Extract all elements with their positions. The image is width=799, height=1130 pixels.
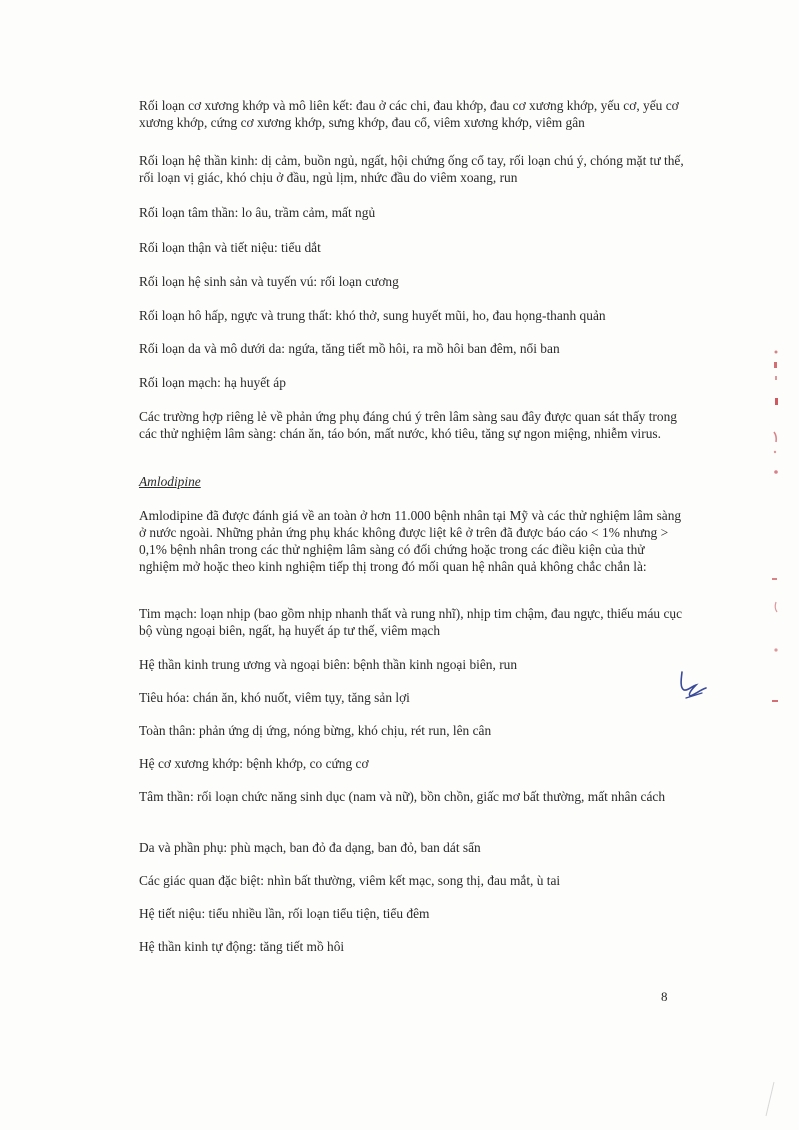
paragraph-musculoskeletal-system: Hệ cơ xương khớp: bệnh khớp, co cứng cơ: [139, 756, 369, 771]
paragraph-vascular: Rối loạn mạch: hạ huyết áp: [139, 375, 286, 390]
scan-margin-marks: [760, 340, 790, 720]
paragraph-autonomic: Hệ thần kinh tự động: tăng tiết mồ hôi: [139, 939, 345, 954]
paragraph-urinary: Hệ tiết niệu: tiểu nhiều lần, rối loạn tiểu tiện, tiểu đêm: [139, 906, 430, 921]
paragraph-special-senses: Các giác quan đặc biệt: nhìn bất thường, viêm kết mạc, song thị, đau mắt, ù tai: [139, 873, 561, 888]
page-number: 8: [661, 989, 668, 1004]
paragraph-musculoskeletal: Rối loạn cơ xương khớp và mô liên kết: đau ở các chi, đau khớp, đau cơ xương khớp, yếu cơ, yếu cơ xương khớp, cứng cơ xương khớp, sưng khớp, đau cổ, viêm xương khớp, viêm gân: [139, 98, 679, 130]
paragraph-general: Toàn thân: phản ứng dị ứng, nóng bừng, khó chịu, rét run, lên cân: [139, 723, 492, 738]
section-heading: Amlodipine: [139, 474, 201, 489]
paragraph-cardiovascular: Tim mạch: loạn nhịp (bao gồm nhịp nhanh thất và rung nhĩ), nhịp tim chậm, đau ngực, thiếu máu cục bộ vùng ngoại biên, ngất, hạ huyết áp tư thế, viêm mạch: [139, 606, 683, 638]
paragraph-renal: Rối loạn thận và tiết niệu: tiểu dắt: [139, 240, 321, 255]
paragraph-skin: Rối loạn da và mô dưới da: ngứa, tăng tiết mồ hôi, ra mồ hôi ban đêm, nổi ban: [139, 341, 560, 356]
scan-artifact-line: [760, 1080, 780, 1120]
paragraph-respiratory: Rối loạn hô hấp, ngực và trung thất: khó thở, sung huyết mũi, ho, đau họng-thanh quản: [139, 308, 606, 323]
paragraph-amlodipine-intro: Amlodipine đã được đánh giá về an toàn ở hơn 11.000 bệnh nhân tại Mỹ và các thử nghiệm lâm sàng ở nước ngoài. Những phản ứng phụ khác không được liệt kê ở trên đã được báo cáo < 1% nhưng > 0,1% bệnh nhân trong các thử nghiệm lâm sàng có đối chứng hoặc trong các điều kiện của thử nghiệm mở hoặc theo kinh nghiệm tiếp thị trong đó mối quan hệ nhân quả không chắc chắn là:: [139, 508, 682, 574]
paragraph-reproductive: Rối loạn hệ sinh sản và tuyến vú: rối loạn cương: [139, 274, 399, 289]
paragraph-psychiatric: Rối loạn tâm thần: lo âu, trầm cảm, mất ngủ: [139, 205, 376, 220]
paragraph-digestive: Tiêu hóa: chán ăn, khó nuốt, viêm tụy, tăng sản lợi: [139, 690, 410, 705]
paragraph-psychiatric-amlodipine: Tâm thần: rối loạn chức năng sinh dục (nam và nữ), bồn chồn, giấc mơ bất thường, mất nhân cách: [139, 789, 666, 804]
signature-mark: [672, 668, 712, 704]
paragraph-isolated-reactions: Các trường hợp riêng lẻ về phản ứng phụ đáng chú ý trên lâm sàng sau đây được quan sát thấy trong các thử nghiệm lâm sàng: chán ăn, táo bón, mất nước, khó tiêu, tăng sự ngon miệng, nhiễm virus.: [139, 409, 677, 441]
paragraph-cns: Hệ thần kinh trung ương và ngoại biên: bệnh thần kinh ngoại biên, run: [139, 657, 518, 672]
paragraph-nervous-system: Rối loạn hệ thần kinh: dị cảm, buồn ngủ, ngất, hội chứng ống cổ tay, rối loạn chú ý, chóng mặt tư thế, rối loạn vị giác, khó chịu ở đầu, ngủ lịm, nhức đầu do viêm xoang, run: [139, 153, 684, 185]
paragraph-skin-appendages: Da và phần phụ: phù mạch, ban đỏ đa dạng, ban đỏ, ban dát sẩn: [139, 840, 481, 855]
